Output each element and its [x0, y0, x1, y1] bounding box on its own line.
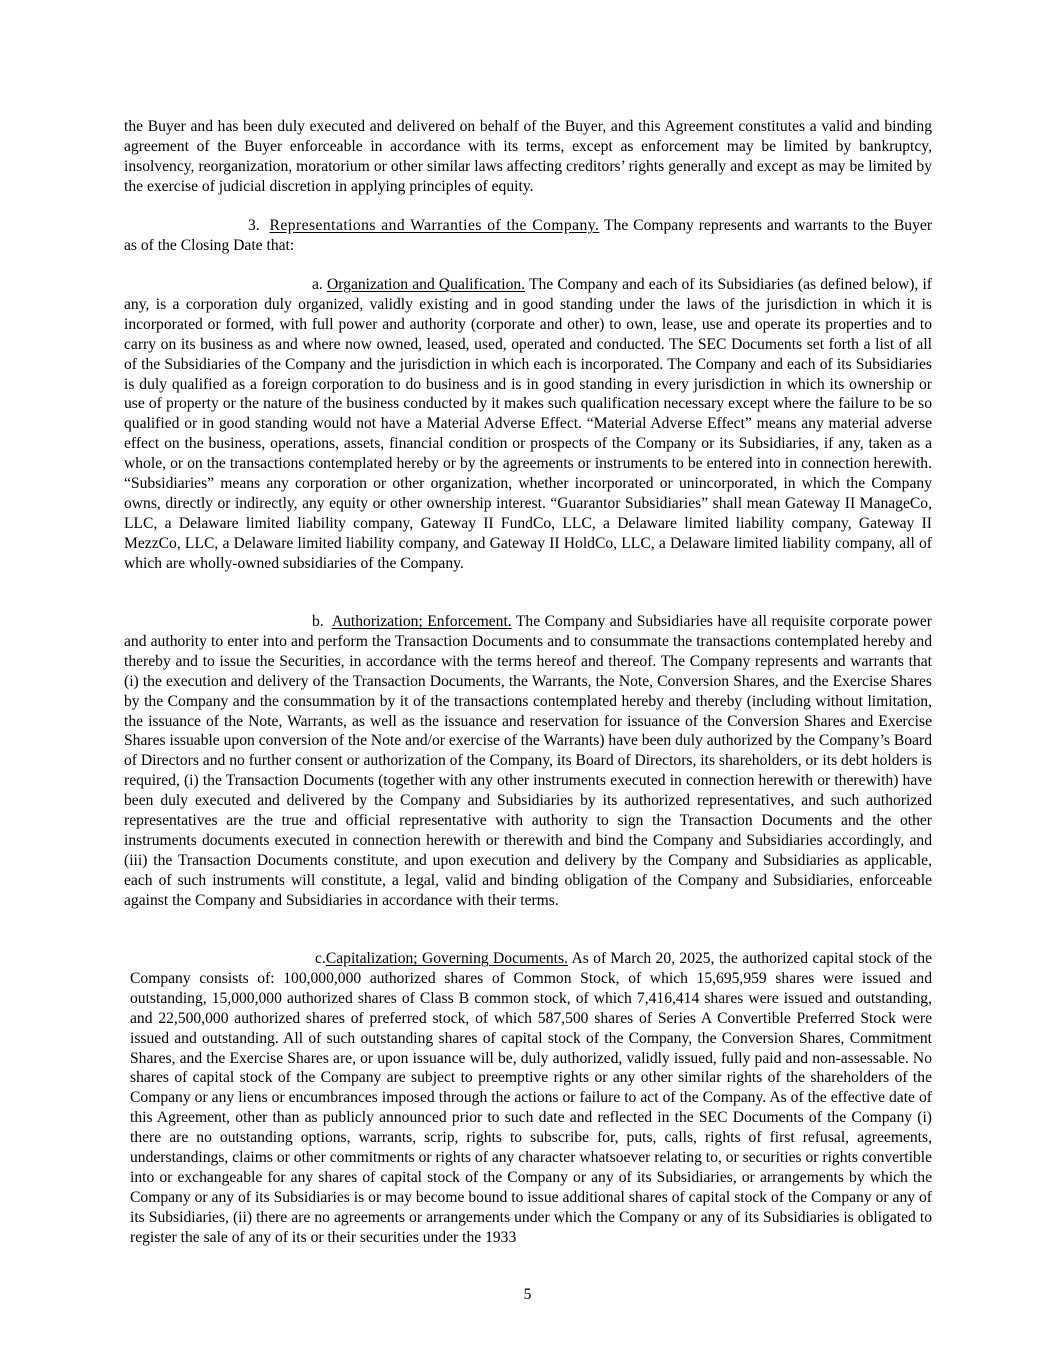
section-3-number: 3. [248, 217, 260, 234]
section-3-text: The Company represents and warrants to the Buyer as of the Closing Date that: [124, 217, 933, 254]
item-a-label: a. [312, 276, 323, 293]
intro-paragraph-text: the Buyer and has been duly executed and delivered on behalf of the Buyer, and this Agreement constitutes a valid and binding agreement of the Buyer enforceable in accordance with its terms, except as enforcement may be limited by bankruptcy, insolvency, reorganization, moratorium or other similar laws affecting creditors’ rights generally and except as may be limited by the exercise of judicial discretion in applying principles of equity. [124, 118, 932, 195]
item-a-heading: Organization and Qualification. [326, 276, 526, 293]
page-number: 5 [523, 1286, 532, 1303]
item-b-text: The Company and Subsidiaries have all requisite corporate power and authority to enter into and perform the Transaction Documents and to consummate the transactions contemplated hereby and thereby and to issue the Securities, in accordance with the terms hereof and thereof. The Company represents and warrants that (i) the execution and delivery of the Transaction Documents, the Warrants, the Note, Conversion Shares, and the Exercise Shares by the Company and the consummation by it of the transactions contemplated hereby and thereby (including without limitation, the issuance of the Note, Warrants, as well as the issuance and reservation for issuance of the Conversion Shares and Exercise Shares issuable upon conversion of the Note and/or exercise of the Warrants) have been duly authorized by the Company’s Board of Directors and no further consent or authorization of the Company, its Board of Directors, its shareholders, or its debt holders is required, (i) the Transaction Documents (together with any other instruments executed in connection herewith or therewith) have been duly executed and delivered by the Company and Subsidiaries by its authorized representatives, and such authorized representatives are the true and official representative with authority to sign the Transaction Documents and the other instruments documents executed in connection herewith or therewith and bind the Company and Subsidiaries accordingly, and (iii) the Transaction Documents constitute, and upon execution and delivery by the Company and Subsidiaries as applicable, each of such instruments will constitute, a legal, valid and binding obligation of the Company and Subsidiaries, enforceable against the Company and Subsidiaries in accordance with their terms. [124, 613, 932, 909]
item-b-label: b. [312, 613, 324, 630]
item-c-heading: Capitalization; Governing Documents. [325, 950, 568, 967]
intro-paragraph [124, 117, 932, 197]
item-c-text: As of March 20, 2025, the authorized capital stock of the Company consists of: 100,000,000 authorized shares of Common Stock, of which 15,695,959 shares were issued and outstanding, 15,000,000 authorized shares of Class B common stock, of which 7,416,414 shares were issued and outstanding, and 22,500,000 authorized shares of preferred stock, of which 587,500 shares of Series A Convertible Preferred Stock were issued and outstanding. All of such outstanding shares of capital stock of the Company, the Conversion Shares, Commitment Shares, and the Exercise Shares are, or upon issuance will be, duly authorized, validly issued, fully paid and non-assessable. No shares of capital stock of the Company are subject to preemptive rights or any other similar rights of the shareholders of the Company or any liens or encumbrances imposed through the actions or failure to act of the Company. As of the effective date of this Agreement, other than as publicly announced prior to such date and reflected in the SEC Documents of the Company (i) there are no outstanding options, warrants, scrip, rights to subscribe for, puts, calls, rights of first refusal, agreements, understandings, claims or other commitments or rights of any character whatsoever relating to, or securities or rights convertible into or exchangeable for any shares of capital stock of the Company or any of its Subsidiaries, or arrangements by which the Company or any of its Subsidiaries is or may become bound to issue additional shares of capital stock of the Company or any of its Subsidiaries, (ii) there are no agreements or arrangements under which the Company or any of its Subsidiaries is obligated to register the sale of any of its or their securities under the 1933 [130, 950, 932, 1246]
item-a-text: The Company and each of its Subsidiaries (as defined below), if any, is a corporation duly organized, validly existing and in good standing under the laws of the jurisdiction in which it is incorporated or formed, with full power and authority (corporate and other) to own, lease, use and operate its properties and to carry on its business as and where now owned, leased, used, operated and conducted. The SEC Documents set forth a list of all of the Subsidiaries of the Company and the jurisdiction in which each is incorporated. The Company and each of its Subsidiaries is duly qualified as a foreign corporation to do business and is in good standing in every jurisdiction in which its ownership or use of property or the nature of the business conducted by it makes such qualification necessary except where the failure to be so qualified or in good standing would not have a Material Adverse Effect. “Material Adverse Effect” means any material adverse effect on the business, operations, assets, financial condition or prospects of the Company or its Subsidiaries, if any, taken as a whole, or on the transactions contemplated hereby or by the agreements or instruments to be entered into in connection herewith. “Subsidiaries” means any corporation or other organization, whether incorporated or unincorporated, in which the Company owns, directly or indirectly, any equity or other ownership interest. “Guarantor Subsidiaries” shall mean Gateway II ManageCo, LLC, a Delaware limited liability company, Gateway II FundCo, LLC, a Delaware limited liability company, Gateway II MezzCo, LLC, a Delaware limited liability company, and Gateway II HoldCo, LLC, a Delaware limited liability company, all of which are wholly-owned subsidiaries of the Company. [124, 276, 932, 572]
item-c-paragraph [130, 949, 932, 1248]
section-3-heading: Representations and Warranties of the Company. [269, 217, 600, 234]
section-3-paragraph [124, 216, 932, 256]
item-a-paragraph [124, 275, 932, 574]
item-c-label: c. [315, 950, 326, 967]
item-b-heading: Authorization; Enforcement. [331, 613, 512, 630]
item-b-paragraph [124, 612, 932, 911]
